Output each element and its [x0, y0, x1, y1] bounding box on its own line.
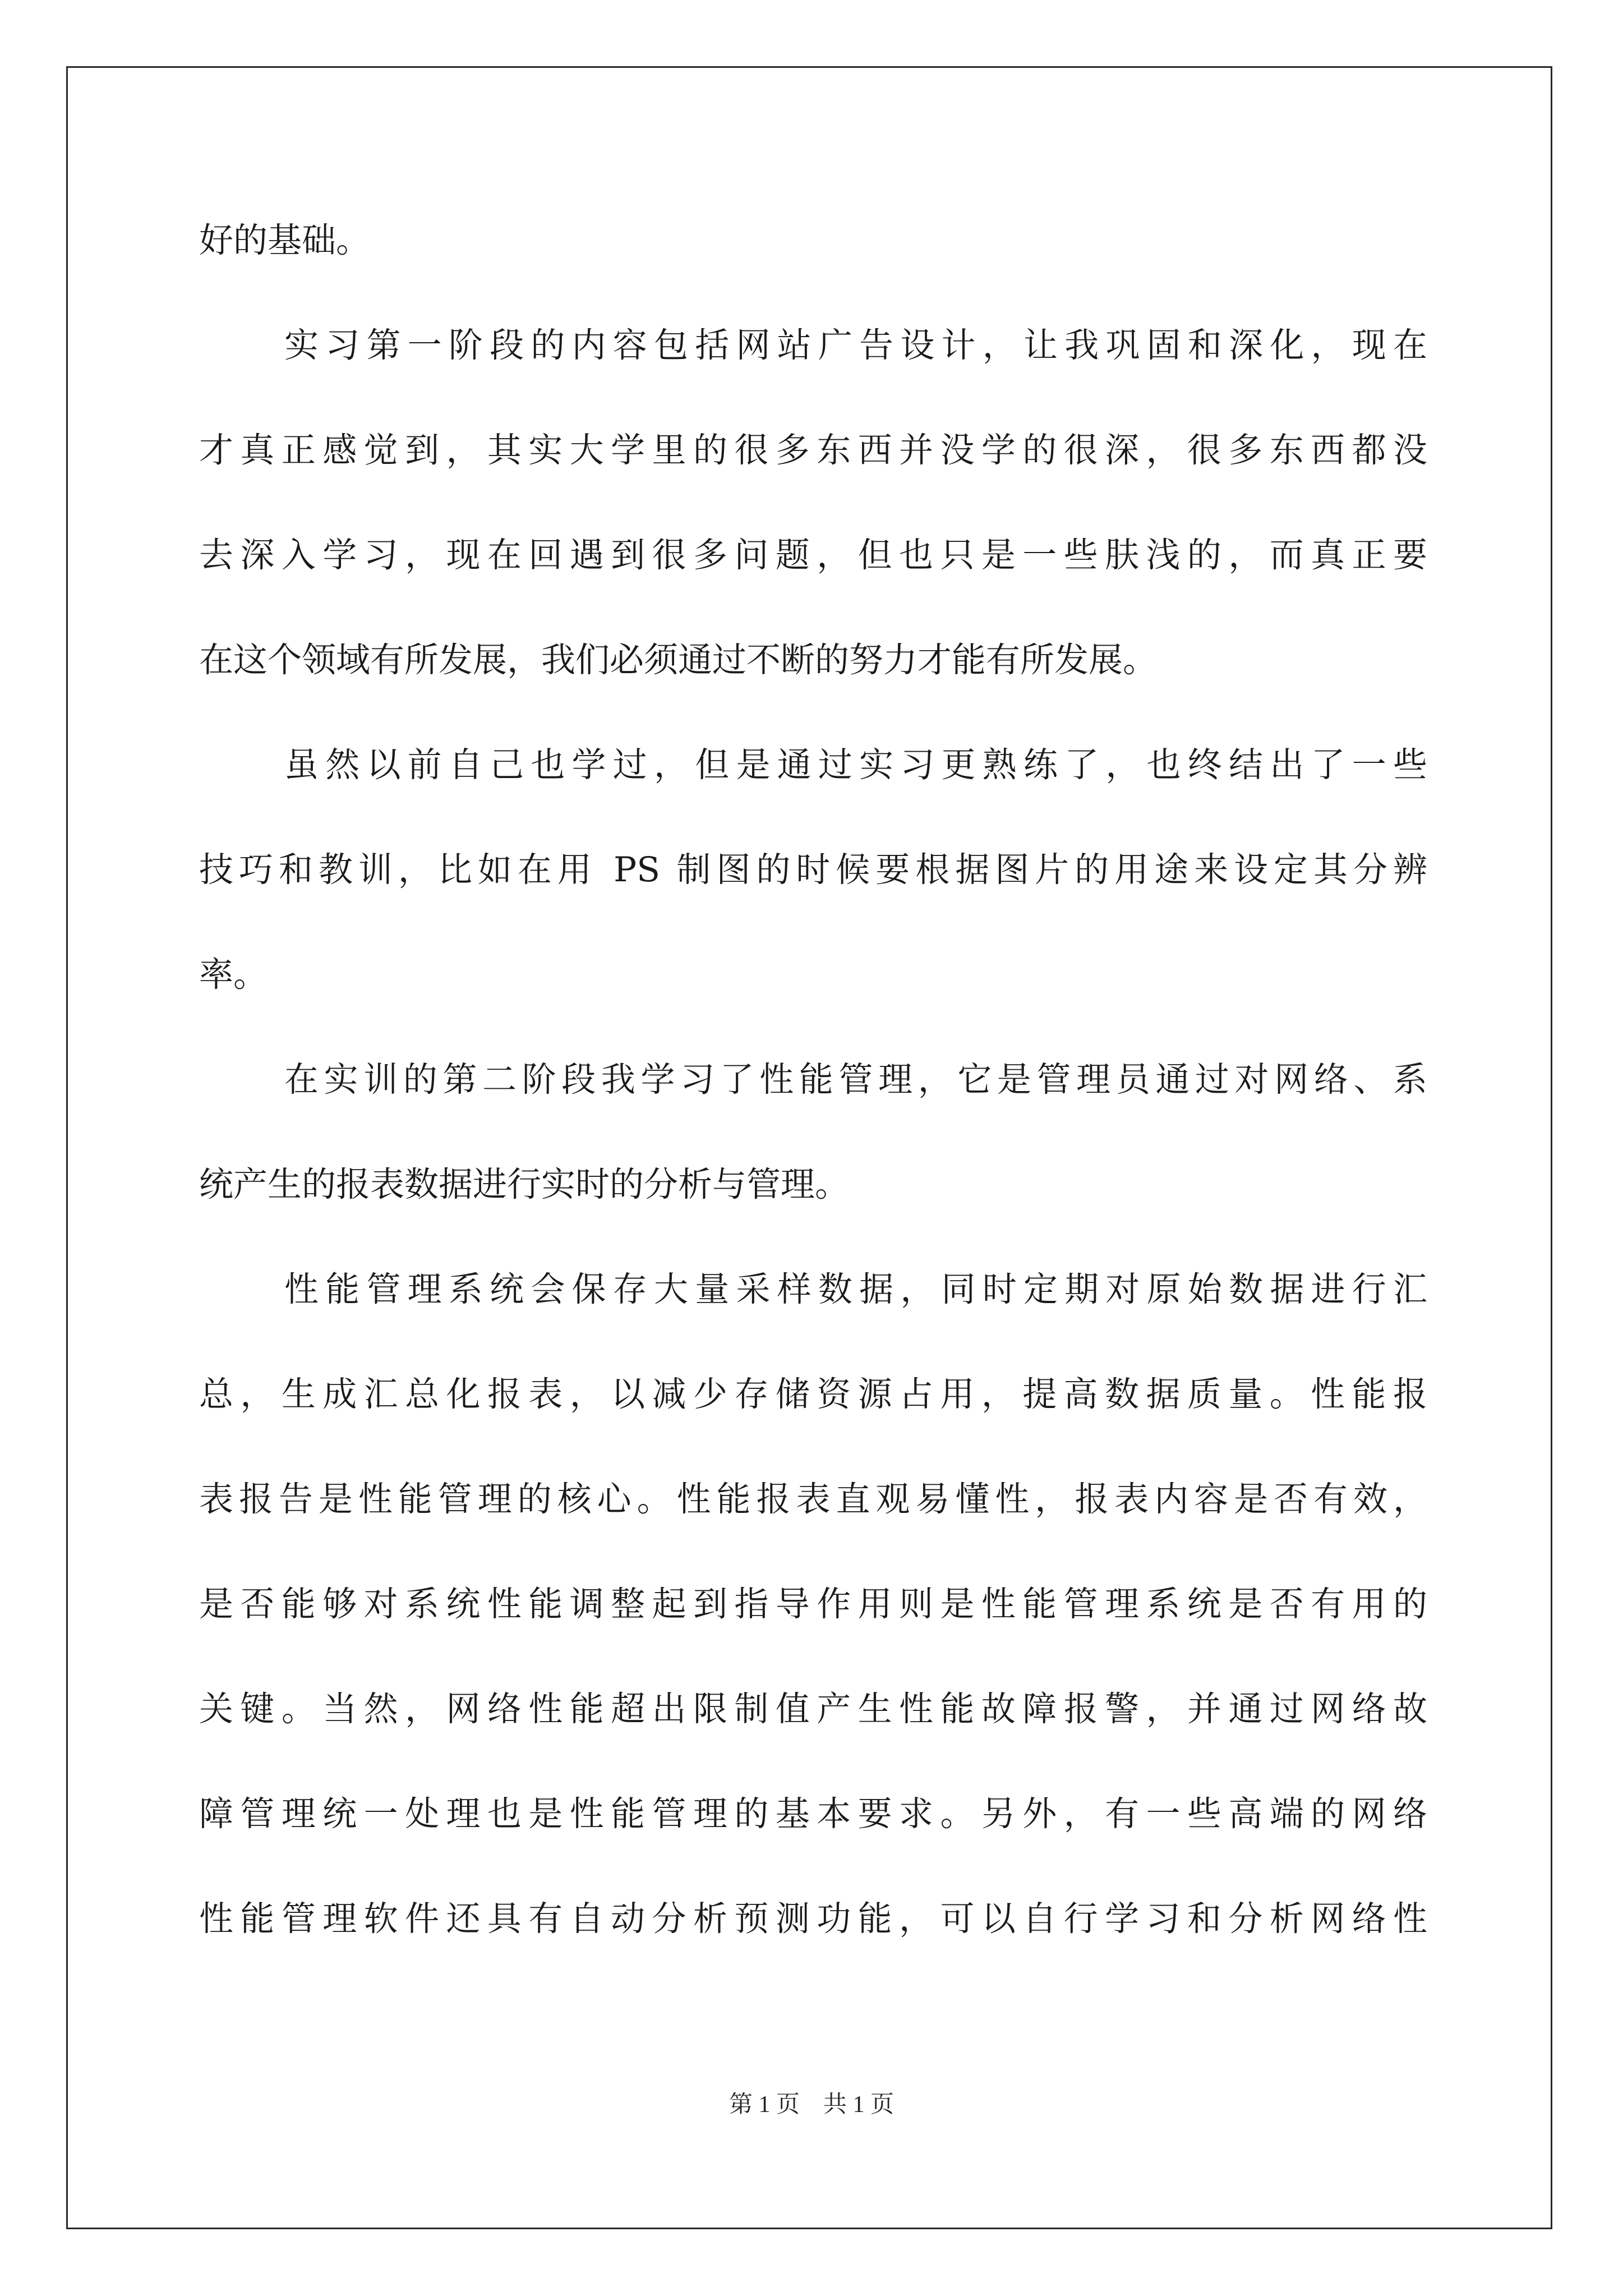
text-line: 才真正感觉到，其实大学里的很多东西并没学的很深，很多东西都没 — [199, 430, 1427, 470]
text-line: 在实训的第二阶段我学习了性能管理，它是管理员通过对网络、系 — [284, 1060, 1427, 1099]
text-line: 率。 — [199, 955, 268, 995]
text-line: 关键。当然，网络性能超出限制值产生性能故障报警，并通过网络故 — [199, 1689, 1427, 1729]
text-line: 是否能够对系统性能调整起到指导作用则是性能管理系统是否有用的 — [199, 1584, 1427, 1624]
text-line: 统产生的报表数据进行实时的分析与管理。 — [199, 1165, 850, 1204]
text-line: 在这个领域有所发展，我们必须通过不断的努力才能有所发展。 — [199, 640, 1158, 680]
text-line: 障管理统一处理也是性能管理的基本要求。另外，有一些高端的网络 — [199, 1794, 1427, 1834]
document-body — [199, 188, 1427, 1971]
text-line: 性能管理系统会保存大量采样数据，同时定期对原始数据进行汇 — [284, 1269, 1427, 1309]
text-line: 去深入学习，现在回遇到很多问题，但也只是一些肤浅的，而真正要 — [199, 535, 1427, 575]
text-line: 技巧和教训，比如在用 PS 制图的时候要根据图片的用途来设定其分辨 — [199, 850, 1427, 890]
text-line: 性能管理软件还具有自动分析预测功能，可以自行学习和分析网络性 — [199, 1899, 1427, 1939]
page-number-footer: 第 1 页 共 1 页 — [728, 2092, 894, 2118]
text-line: 实习第一阶段的内容包括网站广告设计，让我巩固和深化，现在 — [284, 325, 1427, 365]
text-line: 好的基础。 — [199, 220, 371, 260]
text-line: 表报告是性能管理的核心。性能报表直观易懂性，报表内容是否有效， — [199, 1479, 1427, 1519]
text-line: 总，生成汇总化报表，以减少存储资源占用，提高数据质量。性能报 — [199, 1374, 1427, 1414]
text-line: 虽然以前自己也学过，但是通过实习更熟练了，也终结出了一些 — [284, 745, 1427, 785]
